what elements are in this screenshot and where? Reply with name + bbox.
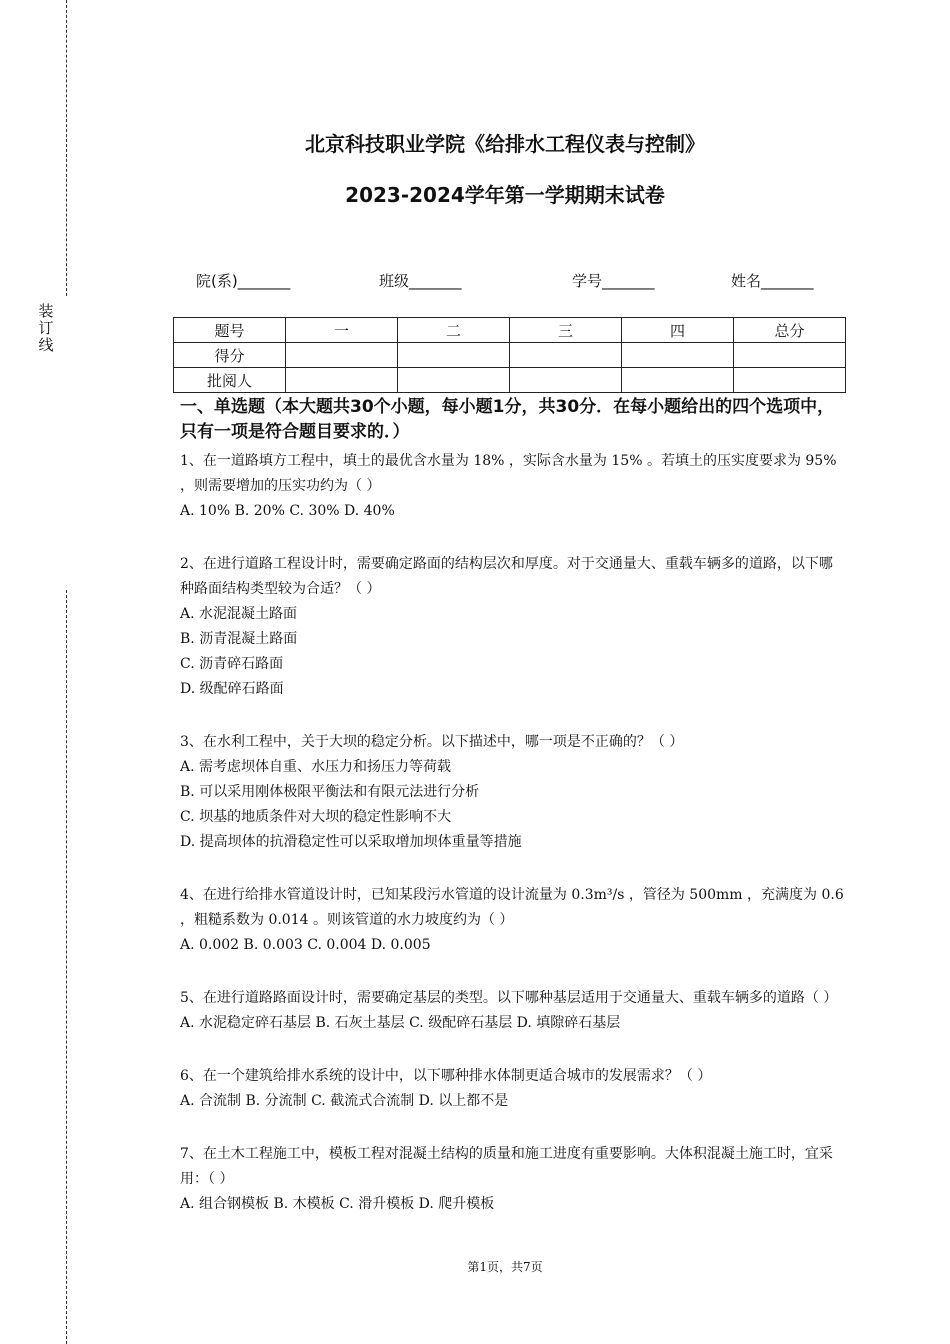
binding-char: 订 bbox=[38, 319, 54, 337]
grader-cell bbox=[622, 368, 734, 393]
score-table-header-row bbox=[174, 318, 846, 343]
question bbox=[180, 552, 844, 702]
exam-subtitle: 2023-2024学年第一学期期末试卷 bbox=[345, 183, 665, 207]
header-cell: 总分 bbox=[734, 318, 846, 343]
question-options: A. 合流制 B. 分流制 C. 截流式合流制 D. 以上都不是 bbox=[180, 1093, 509, 1109]
option-a: A. 水泥混凝土路面 bbox=[180, 606, 298, 622]
score-row bbox=[174, 343, 846, 368]
question bbox=[180, 1064, 844, 1114]
header-cell: 题号 bbox=[174, 318, 286, 343]
option-b: B. 可以采用刚体极限平衡法和有限元法进行分析 bbox=[180, 784, 480, 800]
grader-cell bbox=[734, 368, 846, 393]
question-text: 4、在进行给排水管道设计时，已知某段污水管道的设计流量为 0.3m³/s ，管径为 500mm ，充满度为 0.6 ，粗糙系数为 0.014 。则该管道的水力坡度约为（ ） bbox=[180, 887, 844, 928]
grader-cell bbox=[510, 368, 622, 393]
header-cell: 四 bbox=[622, 318, 734, 343]
binding-char: 装 bbox=[38, 302, 54, 320]
question-text: 1、在一道路填方工程中，填土的最优含水量为 18% ，实际含水量为 15% 。若填土的压实度要求为 95% ，则需要增加的压实功约为（ ） bbox=[180, 453, 837, 494]
section-heading: 一、单选题（本大题共30个小题，每小题1分，共30分．在每小题给出的四个选项中，只有一项是符合题目要求的．） bbox=[180, 397, 835, 442]
header-cell: 二 bbox=[398, 318, 510, 343]
header-cell: 一 bbox=[286, 318, 398, 343]
option-d: D. 提高坝体的抗滑稳定性可以采取增加坝体重量等措施 bbox=[180, 834, 522, 850]
grader-cell bbox=[398, 368, 510, 393]
score-cell bbox=[398, 343, 510, 368]
binding-line-bottom bbox=[66, 590, 67, 1344]
exam-content bbox=[180, 395, 844, 1217]
question-text: 5、在进行道路路面设计时，需要确定基层的类型。以下哪种基层适用于交通量大、重载车辆多的道路（ ） bbox=[180, 990, 838, 1006]
question bbox=[180, 449, 844, 524]
question-options: A. 组合钢模板 B. 木模板 C. 滑升模板 D. 爬升模板 bbox=[180, 1196, 495, 1212]
option-c: C. 坝基的地质条件对大坝的稳定性影响不大 bbox=[180, 809, 452, 825]
question-text: 2、在进行道路工程设计时，需要确定路面的结构层次和厚度。对于交通量大、重载车辆多的道路，以下哪种路面结构类型较为合适？（ ） bbox=[180, 556, 833, 597]
option-c: C. 沥青碎石路面 bbox=[180, 656, 284, 672]
binding-char: 线 bbox=[38, 336, 54, 354]
question-text: 6、在一个建筑给排水系统的设计中，以下哪种排水体制更适合城市的发展需求？（ ） bbox=[180, 1068, 712, 1084]
row-label: 批阅人 bbox=[174, 368, 286, 393]
department-field: 院(系)_______ bbox=[196, 272, 291, 290]
score-cell bbox=[622, 343, 734, 368]
question-options: A. 10% B. 20% C. 30% D. 40% bbox=[180, 503, 395, 519]
question bbox=[180, 730, 844, 855]
row-label: 得分 bbox=[174, 343, 286, 368]
question bbox=[180, 883, 844, 958]
score-table bbox=[173, 317, 846, 393]
name-field: 姓名_______ bbox=[731, 272, 814, 290]
binding-label bbox=[36, 303, 56, 354]
score-cell bbox=[286, 343, 398, 368]
question-text: 3、在水利工程中，关于大坝的稳定分析。以下描述中，哪一项是不正确的？（ ） bbox=[180, 734, 684, 750]
score-cell bbox=[734, 343, 846, 368]
class-field: 班级_______ bbox=[379, 272, 462, 290]
grader-row bbox=[174, 368, 846, 393]
option-a: A. 需考虑坝体自重、水压力和扬压力等荷载 bbox=[180, 759, 452, 775]
question-text: 7、在土木工程施工中，模板工程对混凝土结构的质量和施工进度有重要影响。大体积混凝土施工时，宜采用：（ ） bbox=[180, 1146, 833, 1187]
question-options: A. 水泥稳定碎石基层 B. 石灰土基层 C. 级配碎石基层 D. 填隙碎石基层 bbox=[180, 1015, 621, 1031]
option-d: D. 级配碎石路面 bbox=[180, 681, 284, 697]
header-cell: 三 bbox=[510, 318, 622, 343]
page-footer: 第1页，共7页 bbox=[467, 1260, 543, 1274]
grader-cell bbox=[286, 368, 398, 393]
question bbox=[180, 986, 844, 1036]
option-b: B. 沥青混凝土路面 bbox=[180, 631, 298, 647]
exam-title: 北京科技职业学院《给排水工程仪表与控制》 bbox=[305, 132, 705, 156]
score-cell bbox=[510, 343, 622, 368]
question bbox=[180, 1142, 844, 1217]
question-options: A. 0.002 B. 0.003 C. 0.004 D. 0.005 bbox=[180, 937, 431, 953]
student-id-field: 学号_______ bbox=[572, 272, 655, 290]
